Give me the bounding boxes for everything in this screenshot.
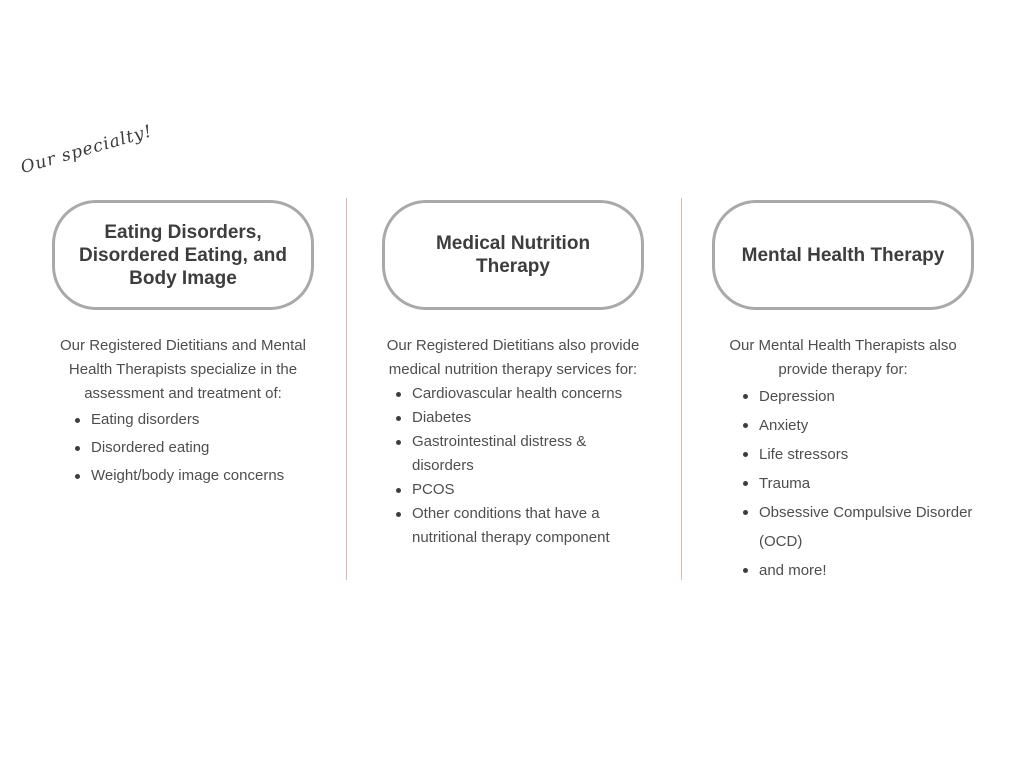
service-title-pill[interactable] (712, 200, 974, 310)
list-item: Other conditions that have a nutritional therapy component (412, 502, 644, 550)
service-title: Eating Disorders, Disordered Eating, and Body Image (79, 221, 287, 289)
service-list (52, 406, 314, 490)
service-title-pill[interactable] (382, 200, 644, 310)
list-item: Trauma (759, 469, 974, 498)
list-item: Cardiovascular health concerns (412, 382, 644, 406)
list-item: Anxiety (759, 411, 974, 440)
service-list (382, 382, 644, 550)
list-item: Diabetes (412, 406, 644, 430)
service-column-eating-disorders (52, 200, 314, 490)
service-title: Mental Health Therapy (741, 244, 945, 266)
list-item: PCOS (412, 478, 644, 502)
list-item: Disordered eating (91, 434, 314, 462)
list-item: Life stressors (759, 440, 974, 469)
list-item: Weight/body image concerns (91, 462, 314, 490)
service-list (712, 382, 974, 585)
list-item: Depression (759, 382, 974, 411)
column-divider (681, 198, 682, 580)
service-description: Our Registered Dietitians also provide medical nutrition therapy services for: (386, 337, 640, 378)
service-description: Our Mental Health Therapists also provide therapy for: (729, 337, 957, 378)
specialty-tagline: Our specialty! (18, 121, 155, 178)
service-column-medical-nutrition (382, 200, 644, 550)
service-title-pill[interactable] (52, 200, 314, 310)
service-title: Medical Nutrition Therapy (435, 233, 591, 277)
service-column-mental-health (712, 200, 974, 585)
list-item: and more! (759, 556, 974, 585)
list-item: Gastrointestinal distress & disorders (412, 430, 644, 478)
list-item: Obsessive Compulsive Disorder (OCD) (759, 498, 974, 556)
column-divider (346, 198, 347, 580)
list-item: Eating disorders (91, 406, 314, 434)
service-description: Our Registered Dietitians and Mental Health Therapists specialize in the assessment and treatment of: (60, 337, 306, 402)
